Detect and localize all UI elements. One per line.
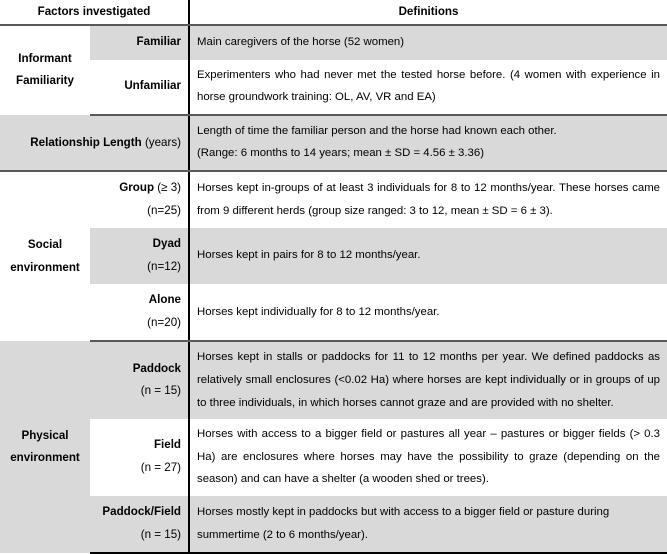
sub-count-paddock: (n = 15) — [140, 384, 182, 398]
table-header-row — [0, 0, 667, 25]
group-label-social-environment — [0, 171, 90, 342]
sub-label-group-qualifier: (≥ 3) — [154, 180, 182, 194]
definition-relationship-length — [189, 115, 667, 171]
sub-label-field-text: Field — [153, 438, 182, 452]
group-label-line1: Social — [27, 238, 63, 252]
table-row — [0, 496, 667, 553]
relationship-length-bold: Relationship Length — [30, 135, 142, 149]
definition-unfamiliar: Experimenters who had never met the tested horse before. (4 women with experience in horse groundwork training: OL, AV, VR and EA) — [189, 60, 667, 115]
table-row — [0, 60, 667, 115]
header-definitions: Definitions — [189, 0, 667, 25]
sub-label-alone — [90, 284, 189, 341]
definition-group: Horses kept in-groups of at least 3 individuals for 8 to 12 months/year. These horses came from 9 different herds (group size ranged: 3 to 12, mean ± SD = 6 ± 3). — [189, 171, 667, 228]
sub-count-group: (n=25) — [147, 203, 182, 217]
definition-paddock-field: Horses mostly kept in paddocks but with access to a bigger field or pasture during summertime (2 to 6 months/year). — [189, 496, 667, 553]
definition-field: Horses with access to a bigger field or pastures all year – pastures or bigger fields (> 0.3 Ha) are enclosures where horses may have the possibility to graze (depending on the season) and can have a shelter (a wooden shed or trees). — [189, 419, 667, 496]
sub-label-field — [90, 419, 189, 496]
table-row — [0, 25, 667, 60]
sub-count-paddock-field: (n = 15) — [140, 527, 182, 541]
definition-paddock: Horses kept in stalls or paddocks for 11 to 12 months per year. We defined paddocks as relatively small enclosures (<0.02 Ha) where horses are kept individually or in groups of up to three individuals, in which horses cannot graze and are provided with no shelter. — [189, 341, 667, 419]
sub-count-dyad: (n=12) — [147, 259, 182, 273]
sub-label-paddock-field — [90, 496, 189, 553]
group-label-line1: Physical — [21, 428, 69, 442]
relationship-length-unit: (years) — [141, 135, 182, 149]
definition-relationship-length-line1: Length of time the familiar person and the horse had known each other. — [197, 124, 557, 137]
table-row — [0, 419, 667, 496]
header-factors-investigated: Factors investigated — [0, 0, 189, 25]
group-label-physical-environment — [0, 341, 90, 553]
group-label-line2: environment — [10, 260, 80, 274]
sub-label-paddock — [90, 341, 189, 419]
sub-label-dyad — [90, 228, 189, 284]
definition-dyad: Horses kept in pairs for 8 to 12 months/year. — [189, 228, 667, 284]
group-label-relationship-length — [0, 115, 189, 171]
table-row — [0, 115, 667, 171]
group-label-line1: Informant — [18, 51, 72, 65]
sub-label-group-bold: Group — [119, 180, 155, 194]
table-row — [0, 171, 667, 228]
sub-label-alone-text: Alone — [148, 293, 182, 307]
table-row — [0, 228, 667, 284]
group-label-informant-familiarity — [0, 25, 90, 115]
sub-count-field: (n = 27) — [140, 461, 182, 475]
table-row — [0, 284, 667, 341]
definition-familiar: Main caregivers of the horse (52 women) — [189, 25, 667, 60]
group-label-line2: Familiarity — [16, 74, 74, 88]
sub-count-alone: (n=20) — [147, 315, 182, 329]
group-label-line2: environment — [10, 451, 80, 465]
sub-label-group — [90, 171, 189, 228]
sub-label-unfamiliar: Unfamiliar — [90, 60, 189, 115]
definition-relationship-length-line2: (Range: 6 months to 14 years; mean ± SD = 4.56 ± 3.36) — [197, 147, 484, 160]
sub-label-paddock-text: Paddock — [132, 361, 182, 375]
definition-alone: Horses kept individually for 8 to 12 months/year. — [189, 284, 667, 341]
table-row — [0, 341, 667, 419]
sub-label-dyad-text: Dyad — [152, 237, 182, 251]
sub-label-paddock-field-text: Paddock/Field — [102, 504, 182, 518]
sub-label-familiar: Familiar — [90, 25, 189, 60]
